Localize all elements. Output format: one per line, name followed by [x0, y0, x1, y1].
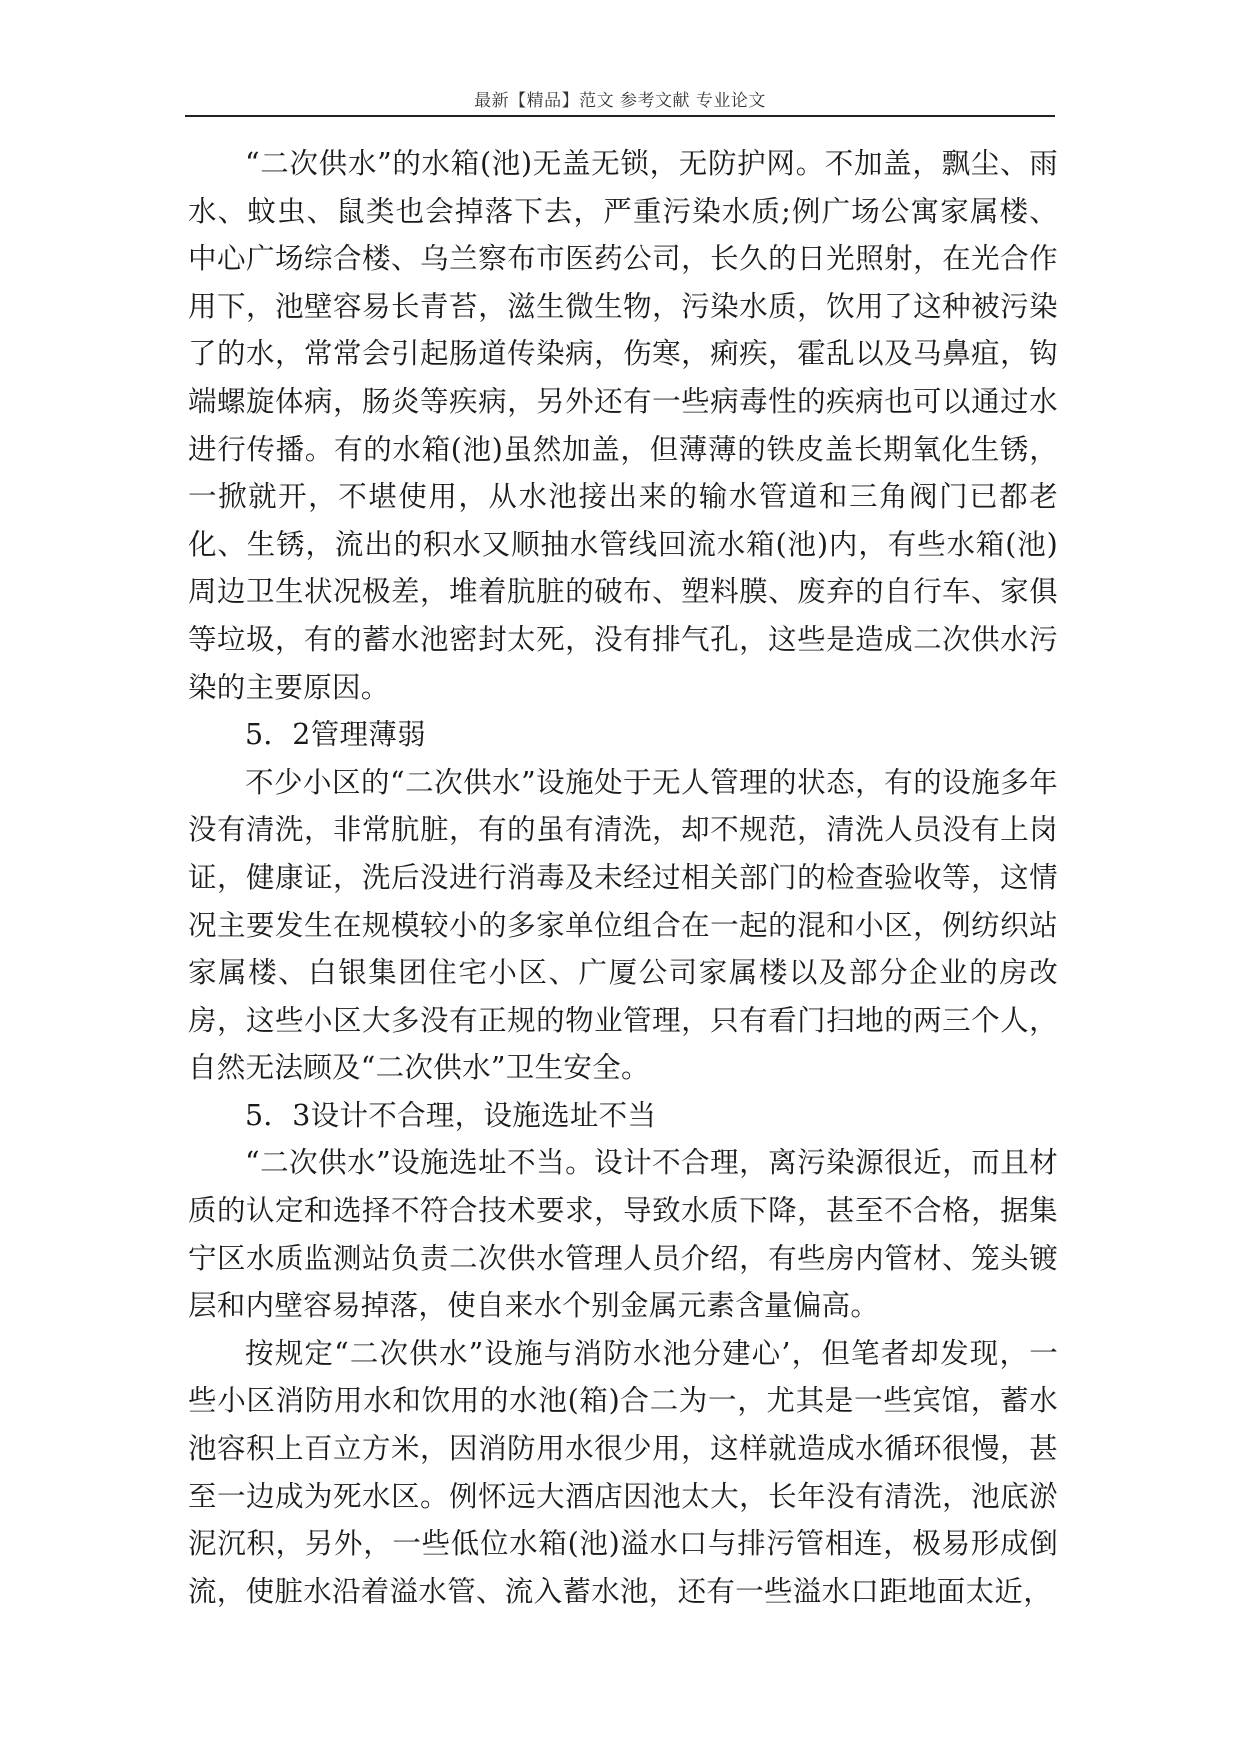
- header-rule: [185, 115, 1055, 117]
- paragraph: “二次供水”设施选址不当。设计不合理，离污染源很近，而且材质的认定和选择不符合技术要求，导致水质下降，甚至不合格，据集宁区水质监测站负责二次供水管理人员介绍，有些房内管材、笼头镀层和内壁容易掉落，使自来水个别金属元素含量偏高。: [188, 1146, 1058, 1323]
- paragraph: “二次供水”的水箱(池)无盖无锁，无防护网。不加盖，飘尘、雨水、蚊虫、鼠类也会掉落下去，严重污染水质;例广场公寓家属楼、中心广场综合楼、乌兰察布市医药公司，长久的日光照射，在光合作用下，池壁容易长青苔，滋生微生物，污染水质，饮用了这种被污染了的水，常常会引起肠道传染病，伤寒，痢疾，霍乱以及马鼻疽，钩端螺旋体病，肠炎等疾病，另外还有一些病毒性的疾病也可以通过水进行传播。有的水箱(池)虽然加盖，但薄薄的铁皮盖长期氧化生锈，一掀就开，不堪使用，从水池接出来的输水管道和三角阀门已都老化、生锈，流出的积水又顺抽水管线回流水箱(池)内，有些水箱(池)周边卫生状况极差，堆着肮脏的破布、塑料膜、废弃的自行车、家俱等垃圾，有的蓄水池密封太死，没有排气孔，这些是造成二次供水污染的主要原因。: [188, 147, 1058, 704]
- paragraph: 按规定“二次供水”设施与消防水池分建心’，但笔者却发现，一些小区消防用水和饮用的水池(箱)合二为一，尤其是一些宾馆，蓄水池容积上百立方米，因消防用水很少用，这样就造成水循环很慢，甚至一边成为死水区。例怀远大酒店因池太大，长年没有清洗，池底淤泥沉积，另外，一些低位水箱(池)溢水口与排污管相连，极易形成倒流，使脏水沿着溢水管、流入蓄水池，还有一些溢水口距地面太近，: [188, 1336, 1058, 1608]
- document-body: [188, 140, 1058, 1615]
- page-header: 最新【精品】范文 参考文献 专业论文: [474, 91, 766, 111]
- section-heading: 5．2管理薄弱: [245, 718, 426, 752]
- section-heading: 5．3设计不合理，设施选址不当: [245, 1098, 657, 1132]
- paragraph: 不少小区的“二次供水”设施处于无人管理的状态，有的设施多年没有清洗，非常肮脏，有的虽有清洗，却不规范，清洗人员没有上岗证，健康证，洗后没进行消毒及未经过相关部门的检查验收等，这情况主要发生在规模较小的多家单位组合在一起的混和小区，例纺织站家属楼、白银集团住宅小区、广厦公司家属楼以及部分企业的房改房，这些小区大多没有正规的物业管理，只有看门扫地的两三个人，自然无法顾及“二次供水”卫生安全。: [188, 765, 1058, 1085]
